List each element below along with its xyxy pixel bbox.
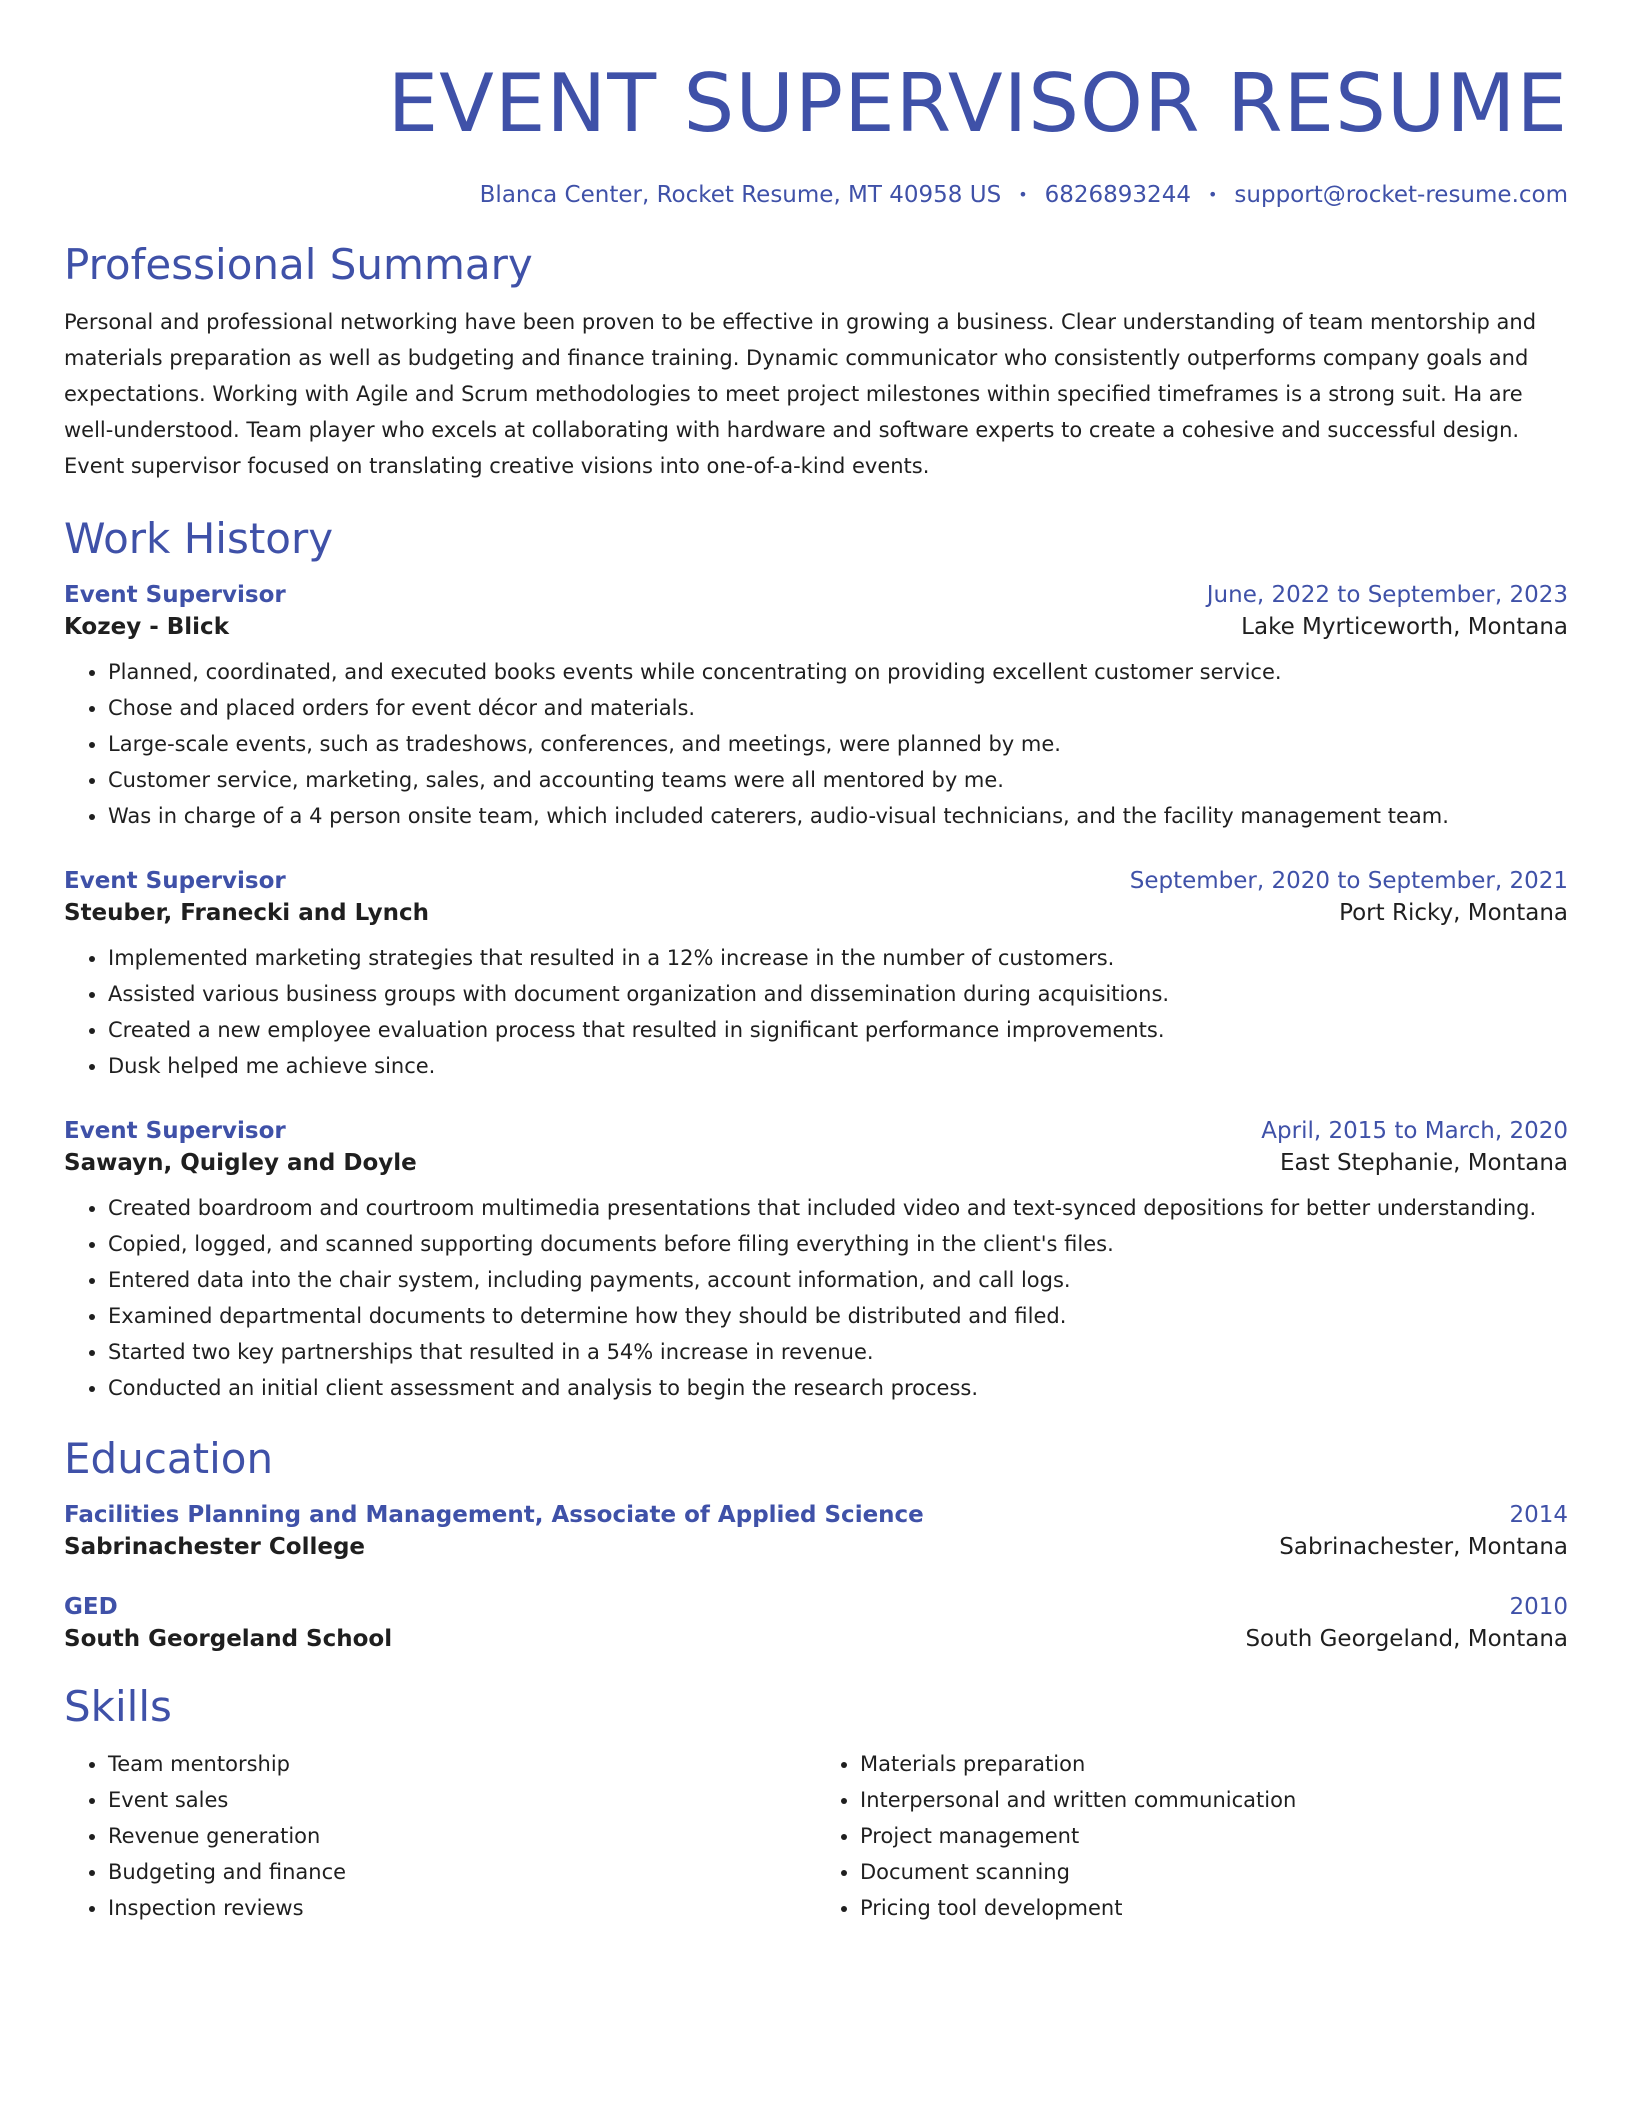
contact-email[interactable]: support@rocket-resume.com [1234, 182, 1568, 208]
contact-phone[interactable]: 6826893244 [1044, 182, 1191, 208]
summary-section [64, 240, 1568, 484]
education-school-row [64, 1626, 1568, 1652]
job-bullet: • Was in charge of a 4 person onsite team, which included caterers, audio-visual technicians, and the facility management team. [108, 798, 1568, 834]
education-school: South Georgeland School [64, 1626, 393, 1652]
skill-item: • Interpersonal and written communication [860, 1782, 1568, 1818]
skill-item: • Document scanning [860, 1854, 1568, 1890]
job-bullet: • Implemented marketing strategies that resulted in a 12% increase in the number of customers. [108, 940, 1568, 976]
contact-address: Blanca Center, Rocket Resume, MT 40958 US [479, 182, 1002, 208]
job-role: Event Supervisor [64, 868, 286, 894]
job-company-row [64, 614, 1568, 640]
job-entry [64, 1118, 1568, 1406]
job-bullet: • Large-scale events, such as tradeshows, conferences, and meetings, were planned by me. [108, 726, 1568, 762]
job-title-row [64, 868, 1568, 894]
skill-item: • Project management [860, 1818, 1568, 1854]
job-bullet: • Chose and placed orders for event décor and materials. [108, 690, 1568, 726]
contact-line [64, 182, 1568, 208]
education-location: Sabrinachester, Montana [1279, 1534, 1568, 1560]
skills-list-left [64, 1746, 816, 1926]
skill-item: • Event sales [108, 1782, 816, 1818]
job-company-row [64, 900, 1568, 926]
contact-separator: • [1018, 185, 1028, 204]
summary-heading: Professional Summary [64, 240, 533, 289]
education-school: Sabrinachester College [64, 1534, 366, 1560]
job-bullets [64, 1190, 1568, 1406]
job-company: Steuber, Franecki and Lynch [64, 900, 430, 926]
work-history-heading: Work History [64, 514, 334, 563]
job-bullet: • Entered data into the chair system, including payments, account information, and call logs. [108, 1262, 1568, 1298]
education-degree: GED [64, 1594, 118, 1620]
skill-item: • Revenue generation [108, 1818, 816, 1854]
job-dates: April, 2015 to March, 2020 [1261, 1118, 1568, 1144]
skill-item: • Team mentorship [108, 1746, 816, 1782]
education-heading: Education [64, 1434, 274, 1483]
job-bullet: • Assisted various business groups with document organization and dissemination during acquisitions. [108, 976, 1568, 1012]
skills-columns [64, 1746, 1568, 1926]
summary-text: Personal and professional networking have been proven to be effective in growing a business. Clear understanding of team mentorship and materials preparation as well as budgeting and finance training. Dynamic communicator who consistently outperforms company goals and expectations. Working with Agile and Scrum methodologies to meet project milestones within specified timeframes is a strong suit. Ha are well-understood. Team player who excels at collaborating with hardware and software experts to create a cohesive and successful design. Event supervisor focused on translating creative visions into one-of-a-kind events. [64, 310, 1537, 478]
job-bullet: • Examined departmental documents to determine how they should be distributed and filed. [108, 1298, 1568, 1334]
education-year: 2010 [1509, 1594, 1568, 1620]
job-company: Kozey - Blick [64, 614, 229, 640]
skill-item: • Pricing tool development [860, 1890, 1568, 1926]
work-history-section [64, 514, 1568, 1406]
job-bullet: • Planned, coordinated, and executed books events while concentrating on providing excellent customer service. [108, 654, 1568, 690]
job-company-row [64, 1150, 1568, 1176]
job-role: Event Supervisor [64, 582, 286, 608]
job-title-row [64, 1118, 1568, 1144]
job-bullet: • Customer service, marketing, sales, and accounting teams were all mentored by me. [108, 762, 1568, 798]
job-entry [64, 868, 1568, 1084]
skill-item: • Inspection reviews [108, 1890, 816, 1926]
skill-item: • Materials preparation [860, 1746, 1568, 1782]
resume-title: EVENT SUPERVISOR RESUME [387, 57, 1568, 150]
job-location: Lake Myrticeworth, Montana [1241, 614, 1568, 640]
skills-section [64, 1682, 1568, 1926]
skills-heading: Skills [64, 1682, 172, 1731]
job-location: Port Ricky, Montana [1339, 900, 1568, 926]
education-location: South Georgeland, Montana [1245, 1626, 1568, 1652]
skills-list-right [816, 1746, 1568, 1926]
education-year: 2014 [1509, 1502, 1568, 1528]
education-entry [64, 1502, 1568, 1560]
resume-header [64, 0, 1568, 208]
job-bullet: • Created boardroom and courtroom multimedia presentations that included video and text-synced depositions for better understanding. [108, 1190, 1568, 1226]
job-role: Event Supervisor [64, 1118, 286, 1144]
job-bullets [64, 654, 1568, 834]
contact-separator: • [1207, 185, 1218, 204]
job-location: East Stephanie, Montana [1280, 1150, 1568, 1176]
job-entry [64, 582, 1568, 834]
job-bullets [64, 940, 1568, 1084]
job-dates: June, 2022 to September, 2023 [1206, 582, 1568, 608]
job-bullet: • Started two key partnerships that resulted in a 54% increase in revenue. [108, 1334, 1568, 1370]
job-company: Sawayn, Quigley and Doyle [64, 1150, 417, 1176]
skill-item: • Budgeting and finance [108, 1854, 816, 1890]
job-dates: September, 2020 to September, 2021 [1129, 868, 1568, 894]
job-bullet: • Copied, logged, and scanned supporting documents before filing everything in the client's files. [108, 1226, 1568, 1262]
job-title-row [64, 582, 1568, 608]
education-degree-row [64, 1502, 1568, 1528]
education-degree: Facilities Planning and Management, Associate of Applied Science [64, 1502, 924, 1528]
job-bullet: • Dusk helped me achieve since. [108, 1048, 1568, 1084]
job-bullet: • Conducted an initial client assessment and analysis to begin the research process. [108, 1370, 1568, 1406]
education-school-row [64, 1534, 1568, 1560]
education-entry [64, 1594, 1568, 1652]
education-section [64, 1434, 1568, 1652]
job-bullet: • Created a new employee evaluation process that resulted in significant performance improvements. [108, 1012, 1568, 1048]
education-degree-row [64, 1594, 1568, 1620]
